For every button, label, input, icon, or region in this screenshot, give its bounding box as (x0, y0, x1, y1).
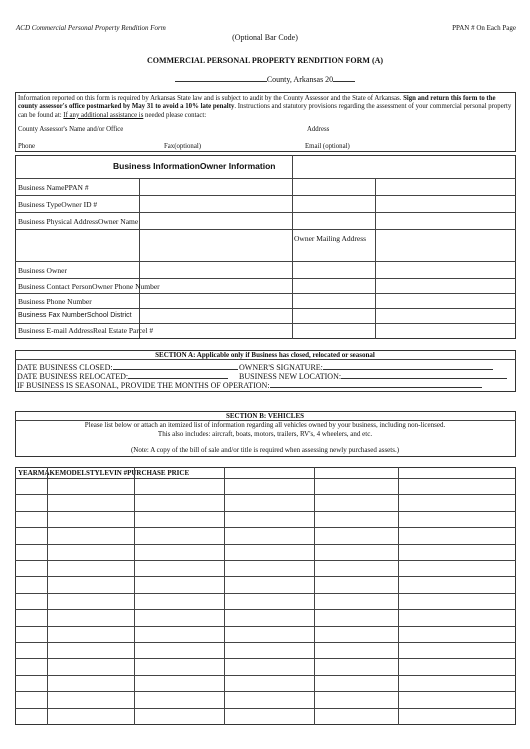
date-closed-field[interactable] (113, 361, 238, 370)
section-b-note: (Note: A copy of the bill of sale and/or title is required when assessing newly purchased assets.) (130, 446, 400, 454)
date-closed-label: DATE BUSINESS CLOSED: (17, 361, 238, 372)
seasonal-field[interactable] (270, 379, 482, 388)
county-field[interactable] (175, 73, 267, 82)
business-header: Business InformationOwner Information (113, 161, 276, 171)
barcode-placeholder: (Optional Bar Code) (232, 33, 298, 42)
table-row[interactable] (15, 708, 516, 709)
table-row[interactable] (15, 560, 516, 561)
row-business-owner: Business Owner (18, 266, 67, 275)
form-title: COMMERCIAL PERSONAL PROPERTY RENDITION FORM (A) (146, 56, 384, 65)
table-row[interactable] (15, 527, 516, 528)
table-row[interactable] (15, 691, 516, 692)
new-location-field[interactable] (341, 370, 507, 379)
section-b-line2: This also includes: aircraft, boats, motors, trailers, RV's, 4 wheelers, and etc. (157, 430, 373, 438)
row-business-email: Business E-mail AddressReal Estate Parcel # (18, 326, 154, 335)
table-row[interactable] (15, 675, 516, 676)
table-row[interactable] (15, 576, 516, 577)
table-row[interactable] (15, 544, 516, 545)
info-text: Information reported on this form is required by Arkansas State law and is subject to audit by the County Assessor and the State of Arkansas. Sign and return this form to the county assessor's office postmarked by May 31 to avoid a 10% late penalty. Instructions and statutory provisions regarding the assessment of your commercial personal property can be found at: If any additional assistance is needed please contact: (18, 95, 512, 119)
table-row[interactable] (15, 593, 516, 594)
row-business-fax: Business Fax NumberSchool District (18, 312, 132, 319)
form-code: ACD Commercial Personal Property Rendition Form (16, 24, 166, 32)
info-box (15, 92, 516, 152)
section-a-title: SECTION A: Applicable only if Business has closed, relocated or seasonal (155, 351, 375, 359)
table-row[interactable] (15, 478, 516, 479)
year-field[interactable] (333, 73, 355, 82)
address-label: Address (307, 126, 330, 133)
county-line: County, Arkansas 20 (0, 73, 530, 84)
row-physical-address: Business Physical AddressOwner Name (18, 217, 139, 226)
section-b-title: SECTION B: VEHICLES (225, 412, 305, 420)
seasonal-label: IF BUSINESS IS SEASONAL, PROVIDE THE MONTHS OF OPERATION: (17, 379, 482, 390)
table-row[interactable] (15, 609, 516, 610)
row-business-phone: Business Phone Number (18, 297, 92, 306)
row-business-name: Business NamePPAN # (18, 183, 89, 192)
phone-label: Phone (18, 143, 35, 150)
row-business-type: Business TypeOwner ID # (18, 200, 98, 209)
owner-signature-label: OWNER'S SIGNATURE: (239, 361, 493, 372)
email-label: Email (optional) (305, 143, 350, 150)
owner-mailing-label: Owner Mailing Address (294, 234, 367, 243)
section-b-line1: Please list below or attach an itemized list of information regarding all vehicles owned by your business, including non-licensed. (84, 421, 446, 429)
fax-label: Fax(optional) (164, 143, 201, 150)
table-row[interactable] (15, 658, 516, 659)
vehicle-table (15, 467, 516, 725)
row-contact-person: Business Contact PersonOwner Phone Number (18, 282, 160, 291)
table-row[interactable] (15, 642, 516, 643)
new-location-label: BUSINESS NEW LOCATION: (239, 370, 507, 381)
ppan-note: PPAN # On Each Page (452, 24, 516, 32)
table-row[interactable] (15, 626, 516, 627)
vehicle-header: YEARMAKEMODELSTYLEVIN #PURCHASE PRICE (18, 469, 190, 477)
table-row[interactable] (15, 494, 516, 495)
assessor-label: County Assessor's Name and/or Office (18, 126, 124, 133)
date-relocated-field[interactable] (128, 370, 228, 379)
table-row[interactable] (15, 511, 516, 512)
date-relocated-label: DATE BUSINESS RELOCATED: (17, 370, 228, 381)
owner-signature-field[interactable] (323, 361, 493, 370)
